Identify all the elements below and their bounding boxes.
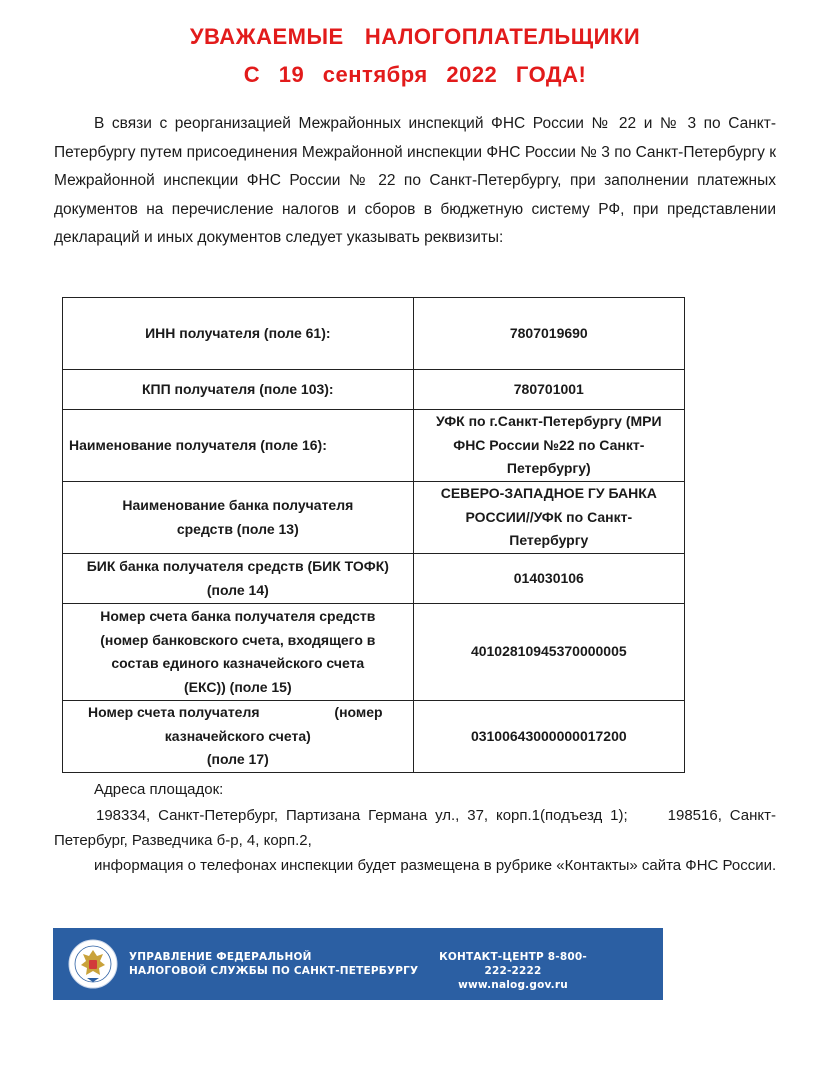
fns-emblem-icon bbox=[67, 938, 119, 990]
org-name-line: НАЛОГОВОЙ СЛУЖБЫ ПО САНКТ-ПЕТЕРБУРГУ bbox=[129, 965, 419, 977]
requisite-label: ИНН получателя (поле 61): bbox=[63, 298, 414, 370]
requisite-label: БИК банка получателя средств (БИК ТОФК) (поле 14) bbox=[63, 554, 414, 604]
table-row bbox=[63, 701, 685, 773]
table-row bbox=[63, 604, 685, 701]
requisites-table bbox=[62, 297, 685, 773]
intro-paragraph: В связи с реорганизацией Межрайонных инспекций ФНС России № 22 и № 3 по Санкт-Петербургу путем присоединения Межрайонной инспекции ФНС России № 3 по Санкт-Петербургу к Межрайонной инспекции ФНС России № 22 по Санкт-Петербургу, при заполнении платежных документов на перечисление налогов и сборов в бюджетную систему РФ, при представлении деклараций и иных документов следует указывать реквизиты: bbox=[54, 115, 776, 246]
requisite-label-part: (номер bbox=[334, 704, 383, 720]
website-link[interactable]: www.nalog.gov.ru bbox=[458, 979, 568, 991]
addresses-heading: Адреса площадок: bbox=[94, 781, 224, 798]
notice-heading: УВАЖАЕМЫЕ НАЛОГОПЛАТЕЛЬЩИКИ bbox=[189, 24, 641, 49]
contact-block bbox=[428, 950, 598, 992]
requisite-label: Наименование получателя (поле 16): bbox=[63, 410, 414, 482]
table-row bbox=[63, 298, 685, 370]
requisite-label: Номер счета банка получателя средств (номер банковского счета, входящего в состав единого казначейского счета (ЕКС)) (поле 15) bbox=[63, 604, 414, 701]
requisite-label bbox=[63, 701, 414, 773]
requisite-label: КПП получателя (поле 103): bbox=[63, 370, 414, 410]
requisite-label: Наименование банка получателя средств (поле 13) bbox=[63, 482, 414, 554]
requisite-label-part: (поле 17) bbox=[206, 751, 269, 767]
address-2: 198516, Санкт-Петербург, Разведчика б-р, 4, корп.2, bbox=[54, 807, 776, 849]
table-row bbox=[63, 482, 685, 554]
requisite-value: 40102810945370000005 bbox=[413, 604, 684, 701]
table-row bbox=[63, 410, 685, 482]
requisite-value: 014030106 bbox=[413, 554, 684, 604]
requisite-value: УФК по г.Санкт-Петербургу (МРИ ФНС России №22 по Санкт-Петербургу) bbox=[413, 410, 684, 482]
requisite-value: 7807019690 bbox=[413, 298, 684, 370]
contact-phone: КОНТАКТ-ЦЕНТР 8-800-222-2222 bbox=[439, 951, 587, 977]
org-name bbox=[129, 950, 418, 978]
contacts-info: информация о телефонах инспекции будет размещена в рубрике «Контакты» сайта ФНС России. bbox=[94, 857, 777, 874]
notice-date-heading: С 19 сентября 2022 ГОДА! bbox=[243, 62, 587, 87]
requisite-label-part: казначейского счета) bbox=[164, 727, 311, 744]
requisite-value: 03100643000000017200 bbox=[413, 701, 684, 773]
requisite-value: СЕВЕРО-ЗАПАДНОЕ ГУ БАНКА РОССИИ//УФК по Санкт-Петербургу bbox=[413, 482, 684, 554]
table-row bbox=[63, 554, 685, 604]
org-name-line: УПРАВЛЕНИЕ ФЕДЕРАЛЬНОЙ bbox=[129, 951, 312, 963]
address-1: 198334, Санкт-Петербург, Партизана Германа ул., 37, корп.1(подъезд 1); bbox=[96, 807, 628, 824]
table-row bbox=[63, 370, 685, 410]
footer-banner bbox=[53, 928, 663, 1000]
requisite-label-part: Номер счета получателя bbox=[88, 704, 260, 720]
addresses-list bbox=[54, 803, 776, 853]
requisite-value: 780701001 bbox=[413, 370, 684, 410]
